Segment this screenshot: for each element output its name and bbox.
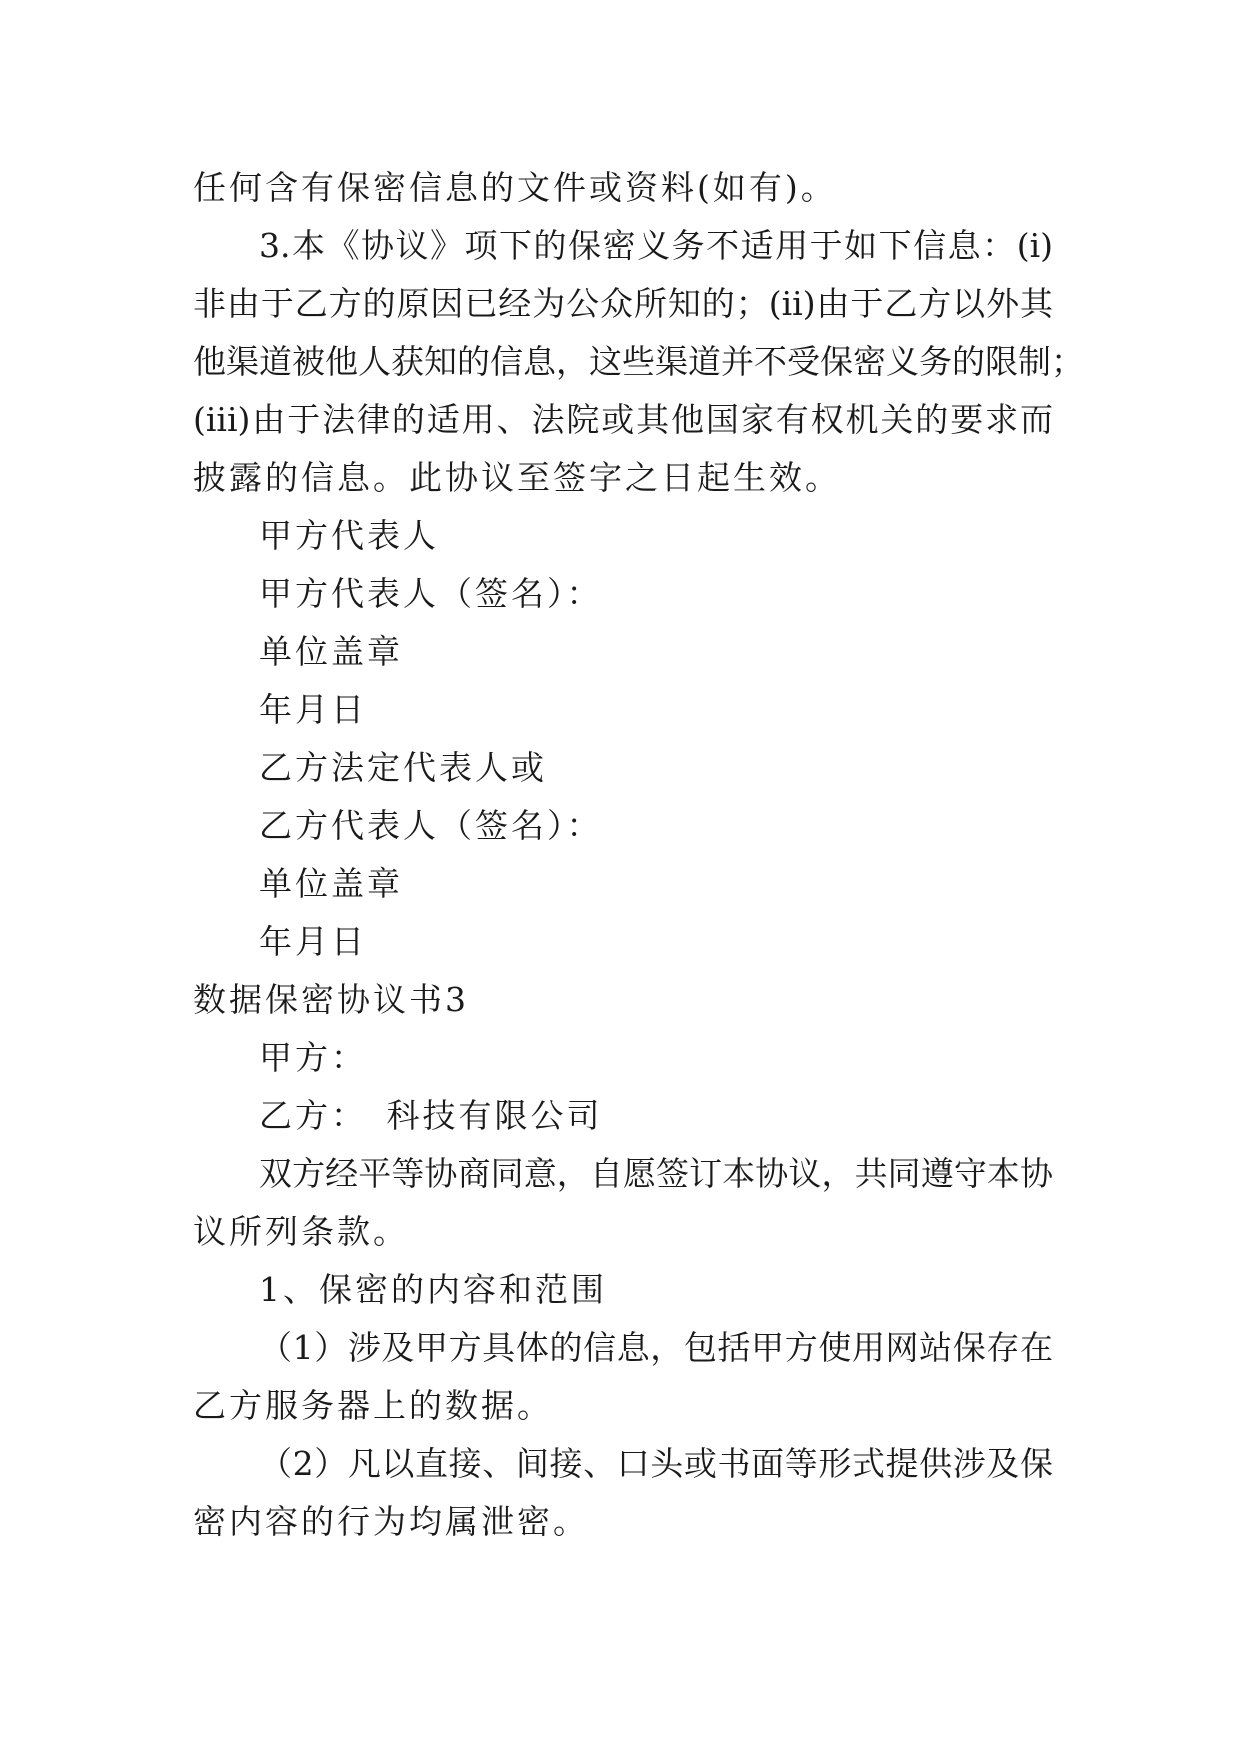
text-line: 单位盖章 <box>259 864 403 903</box>
text-line: 议所列条款。 <box>193 1212 409 1251</box>
text-line: 他渠道被他人获知的信息，这些渠道并不受保密义务的限制； <box>193 342 1084 381</box>
text-line: （2）凡以直接、间接、口头或书面等形式提供涉及保 <box>259 1444 1053 1483</box>
text-line: 乙方代表人（签名）： <box>259 806 603 845</box>
text-line: 密内容的行为均属泄密。 <box>193 1502 589 1541</box>
section-heading: 数据保密协议书3 <box>193 980 469 1019</box>
text-line: 乙方： 科技有限公司 <box>259 1096 603 1135</box>
text-line: 乙方法定代表人或 <box>259 748 547 787</box>
text-line: 甲方： <box>259 1038 367 1077</box>
text-line: 单位盖章 <box>259 632 403 671</box>
text-line: (iii)由于法律的适用、法院或其他国家有权机关的要求而 <box>193 400 1053 439</box>
text-line: 1、保密的内容和范围 <box>259 1270 607 1309</box>
text-line: 乙方服务器上的数据。 <box>193 1386 553 1425</box>
text-line: 甲方代表人（签名）： <box>259 574 603 613</box>
text-line: 披露的信息。此协议至签字之日起生效。 <box>193 458 841 497</box>
text-line: 非由于乙方的原因已经为公众所知的；(ii)由于乙方以外其 <box>193 284 1053 323</box>
text-line: 3.本《协议》项下的保密义务不适用于如下信息：(i) <box>259 226 1053 265</box>
text-line: 年月日 <box>259 690 367 729</box>
text-line: 双方经平等协商同意，自愿签订本协议，共同遵守本协 <box>259 1154 1053 1193</box>
text-line: （1）涉及甲方具体的信息，包括甲方使用网站保存在 <box>259 1328 1053 1367</box>
text-line: 年月日 <box>259 922 367 961</box>
text-line: 甲方代表人 <box>259 516 439 555</box>
text-line: 任何含有保密信息的文件或资料(如有)。 <box>193 168 837 207</box>
